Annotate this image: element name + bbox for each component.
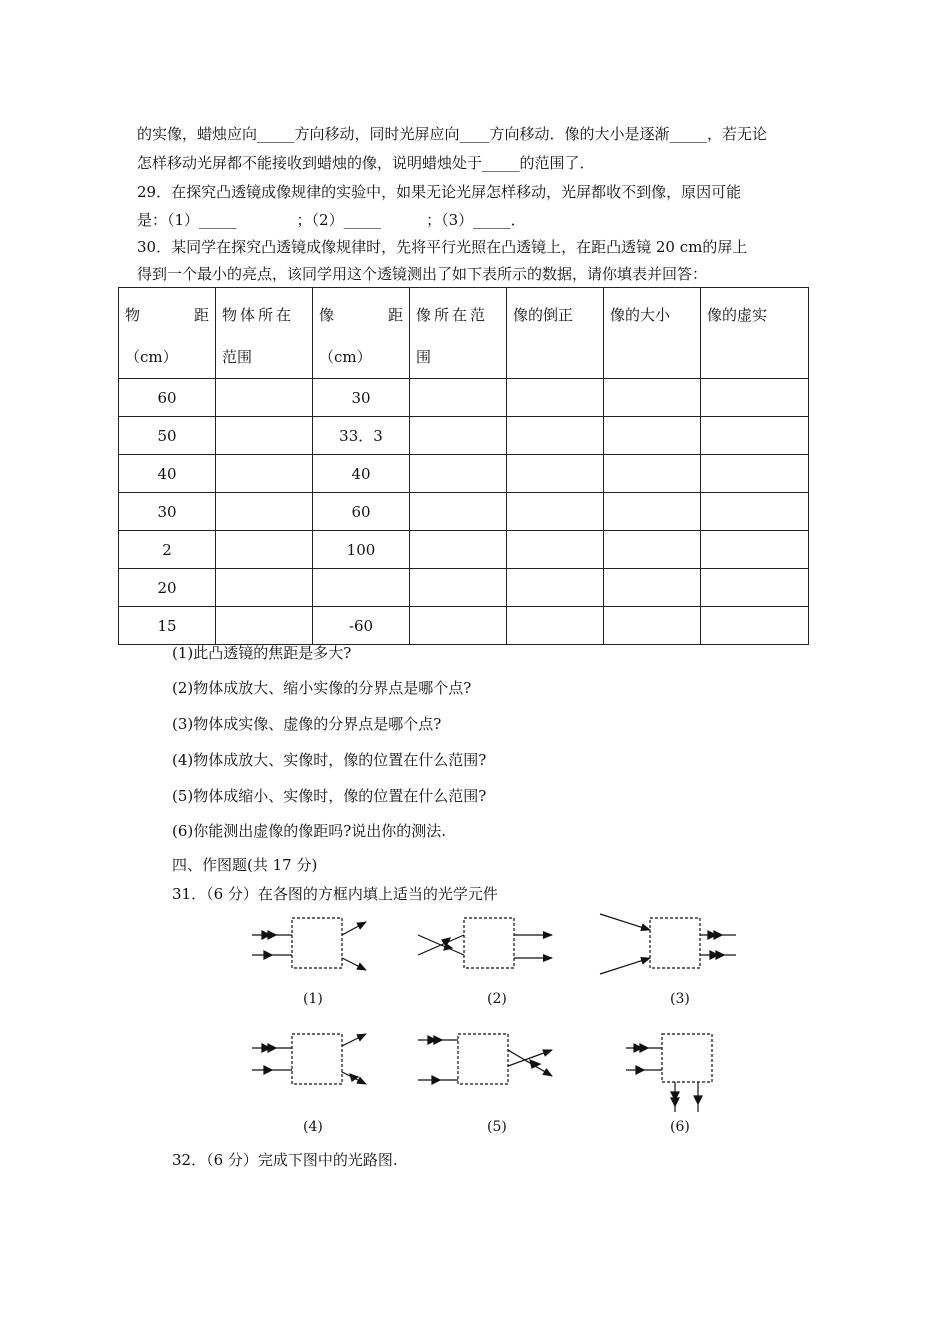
diagram-6 [626, 1034, 712, 1112]
diagram-label-3: (3) [670, 991, 690, 1007]
question-30-line-2: 得到一个最小的亮点，该同学用这个透镜测出了如下表所示的数据，请你填表并回答： [137, 265, 708, 283]
diagram-5 [418, 1034, 552, 1084]
question-32: 32．（6 分）完成下图中的光路图. [172, 1151, 398, 1169]
optical-box-2[interactable] [464, 918, 514, 968]
cell-object-distance: 50 [119, 417, 216, 455]
section-title: 四、作图题(共 17 分) [172, 856, 318, 874]
cell-object-distance: 30 [119, 493, 216, 531]
diagram-label-1: (1) [303, 991, 323, 1007]
diagram-label-6: (6) [670, 1119, 690, 1135]
question-29-line-2: 是：（1）_____ ；（2）_____ ；（3）_____． [137, 211, 526, 229]
diagram-label-4: (4) [303, 1119, 323, 1135]
cell-object-distance: 15 [119, 607, 216, 645]
diagram-label-5: (5) [487, 1119, 507, 1135]
cell-object-distance: 20 [119, 569, 216, 607]
paragraph-line-1: 的实像，蜡烛应向_____方向移动，同时光屏应向____方向移动．像的大小是逐渐_____，若无论 [137, 125, 768, 143]
cell-object-distance: 60 [119, 379, 216, 417]
diagram-2 [418, 918, 552, 968]
diagram-1 [252, 918, 366, 970]
cell-image-distance: 40 [313, 455, 410, 493]
optical-box-4[interactable] [292, 1034, 342, 1084]
cell-object-distance: 2 [119, 531, 216, 569]
header-object-distance: 物 距 （cm） [119, 288, 216, 379]
cell-image-distance: 33．3 [313, 417, 410, 455]
optical-box-3[interactable] [650, 918, 700, 968]
diagram-3 [600, 914, 736, 974]
header-image-type: 像的虚实 [701, 288, 809, 379]
header-image-orientation: 像的倒正 [507, 288, 604, 379]
optical-box-6[interactable] [662, 1034, 712, 1082]
question-31: 31．（6 分）在各图的方框内填上适当的光学元件 [172, 885, 498, 903]
question-item-1: (1)此凸透镜的焦距是多大? [172, 644, 352, 662]
optical-box-5[interactable] [458, 1034, 508, 1084]
diagram-4 [252, 1034, 366, 1084]
header-image-distance: 像 距 （cm） [313, 288, 410, 379]
question-item-3: (3)物体成实像、虚像的分界点是哪个点? [172, 715, 442, 733]
question-item-2: (2)物体成放大、缩小实像的分界点是哪个点? [172, 679, 472, 697]
header-object-range: 物体所在 范围 [216, 288, 313, 379]
cell-image-distance: -60 [313, 607, 410, 645]
question-29-line-1: 29．在探究凸透镜成像规律的实验中，如果无论光屏怎样移动，光屏都收不到像，原因可能 [137, 183, 742, 201]
cell-image-distance: 30 [313, 379, 410, 417]
optical-box-1[interactable] [292, 918, 342, 968]
cell-object-distance: 40 [119, 455, 216, 493]
question-item-5: (5)物体成缩小、实像时，像的位置在什么范围? [172, 787, 487, 805]
cell-image-distance: 60 [313, 493, 410, 531]
header-image-size: 像的大小 [604, 288, 701, 379]
header-image-range: 像所在范 围 [410, 288, 507, 379]
question-item-6: (6)你能测出虚像的像距吗?说出你的测法. [172, 822, 447, 840]
question-item-4: (4)物体成放大、实像时，像的位置在什么范围? [172, 751, 487, 769]
paragraph-line-2: 怎样移动光屏都不能接收到蜡烛的像，说明蜡烛处于_____的范围了． [137, 154, 595, 172]
cell-image-distance: 100 [313, 531, 410, 569]
diagram-label-2: (2) [487, 991, 507, 1007]
question-30-line-1: 30．某同学在探究凸透镜成像规律时，先将平行光照在凸透镜上，在距凸透镜 20 cm的屏上 [137, 238, 748, 256]
